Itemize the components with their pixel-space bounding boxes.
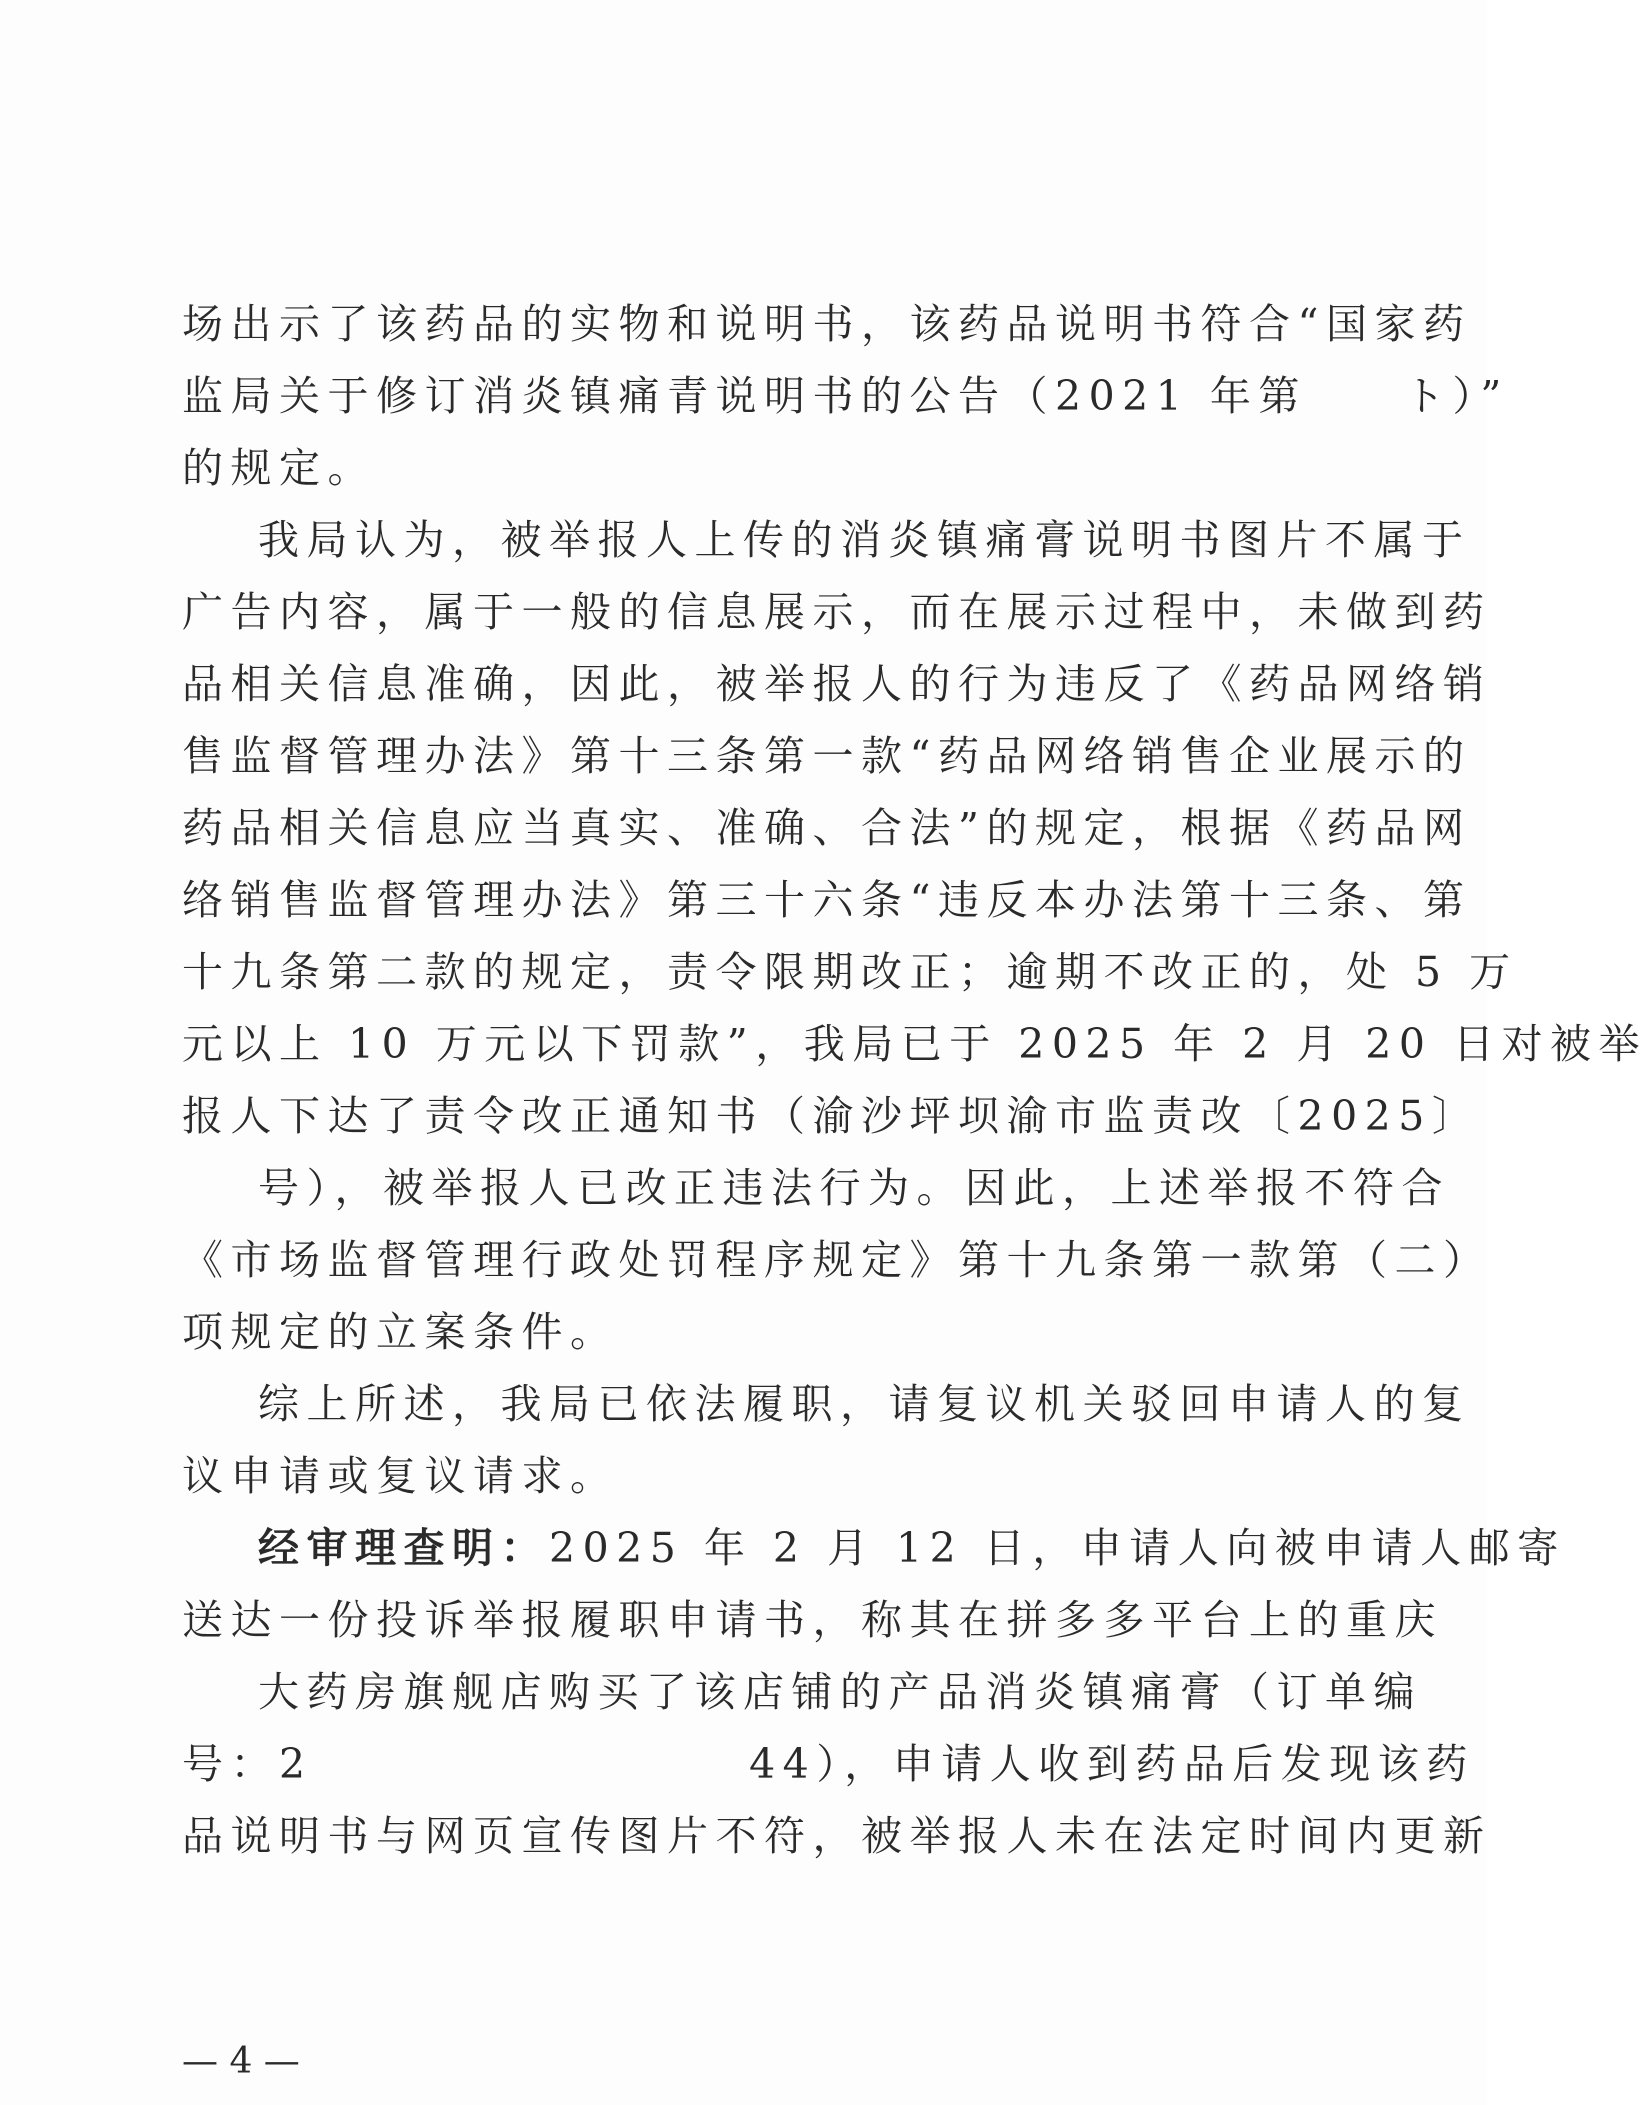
text-line: 我局认为，被举报人上传的消炎镇痛膏说明书图片不属于 [258,516,1471,564]
bold-lead: 经审理查明： [258,1524,549,1572]
text-line: 场出示了该药品的实物和说明书，该药品说明书符合“国家药 [182,300,1472,348]
text-line: 项规定的立案条件。 [182,1308,619,1356]
text-line: 大药房旗舰店购买了该店铺的产品消炎镇痛膏（订单编 [258,1668,1422,1716]
text-line: 送达一份投诉举报履职申请书，称其在拼多多平台上的重庆 [182,1596,1443,1644]
text-line [258,1520,1566,1576]
text-line: 售监督管理办法》第十三条第一款“药品网络销售企业展示的 [182,732,1472,780]
text-line: 广告内容，属于一般的信息展示，而在展示过程中，未做到药 [182,588,1492,636]
text-line: 络销售监督管理办法》第三十六条“违反本办法第十三条、第 [182,876,1472,924]
text-line: 议申请或复议请求。 [182,1452,619,1500]
text-line: 《市场监督管理行政处罚程序规定》第十九条第一款第（二） [182,1236,1492,1284]
text-line: 号），被举报人已改正违法行为。因此，上述举报不符合 [258,1164,1450,1212]
text-line: 药品相关信息应当真实、准确、合法”的规定，根据《药品网 [182,804,1472,852]
text-line-rest: 2025 年 2 月 12 日，申请人向被申请人邮寄 [549,1524,1566,1572]
page-number: — 4 — [182,2041,300,2082]
text-line: 报人下达了责令改正通知书（渝沙坪坝渝市监责改〔2025〕 [182,1092,1481,1140]
text-line: 的规定。 [182,444,376,492]
text-line: 号：2 44），申请人收到药品后发现该药 [182,1740,1475,1788]
text-line: 元以上 10 万元以下罚款”，我局已于 2025 年 2 月 20 日对被举 [182,1020,1647,1068]
text-line: 十九条第二款的规定，责令限期改正；逾期不改正的，处 5 万 [182,948,1518,996]
text-line: 综上所述，我局已依法履职，请复议机关驳回申请人的复 [258,1380,1471,1428]
text-line: 品相关信息准确，因此，被举报人的行为违反了《药品网络销 [182,660,1492,708]
text-line: 监局关于修订消炎镇痛青说明书的公告（2021 年第 ト）” [182,372,1509,420]
text-line: 品说明书与网页宣传图片不符，被举报人未在法定时间内更新 [182,1812,1492,1860]
